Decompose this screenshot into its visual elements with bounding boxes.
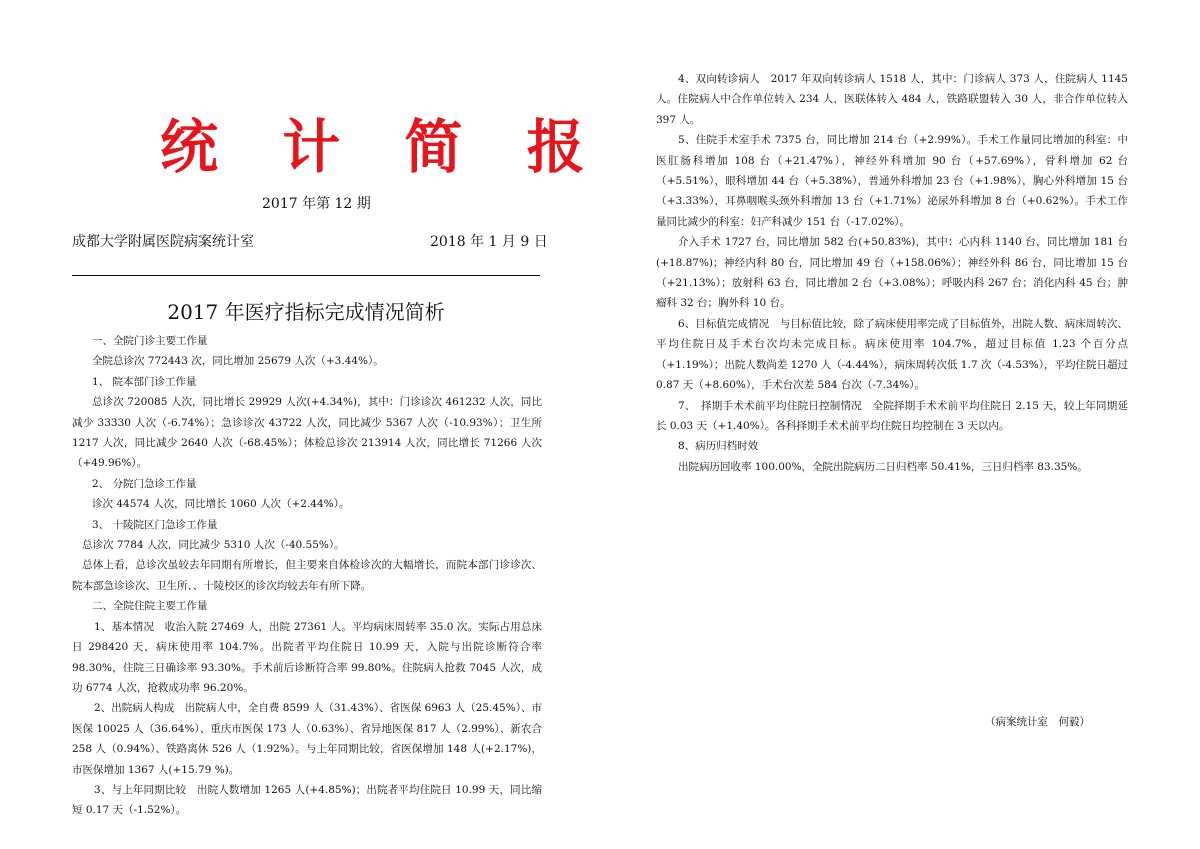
right-column bbox=[656, 69, 1128, 477]
paragraph: 诊次 44574 人次，同比增长 1060 人次（+2.44%）。 bbox=[92, 498, 350, 511]
paragraph: 全院总诊次 772443 次，同比增加 25679 人次（+3.44%）。 bbox=[92, 355, 384, 368]
paragraph: 4、双向转诊病人 2017 年双向转诊病人 1518 人，其中：门诊病人 373 人，住院病人 1145 人。住院病人中合作单位转入 234 人，医联体转入 484 人，铁路联盟转入 30 人，非合作单位转入 397 人。 bbox=[656, 73, 1128, 126]
paragraph: 介入手术 1727 台，同比增加 582 台(+50.83%)，其中：心内科 1140 台，同比增加 181 台(+18.87%)；神经内科 80 台，同比增加 49 台（+158.06%）；神经外科 86 台，同比增加 15 台（+21.13%）；放射科 63 台，同比增加 2 台（+3.08%）；呼吸内科 267 台；消化内科 45 台；肿瘤科 32 台；胸外科 10 台。 bbox=[656, 236, 1128, 310]
paragraph: 5、住院手术室手术 7375 台，同比增加 214 台（+2.99%）。手术工作量同比增加的科室：中医肛肠科增加 108 台（+21.47%），神经外科增加 90 台（+57.69%），骨科增加 62 台（+5.51%），眼科增加 44 台（+5.38%），普通外科增加 23 台（+1.98%），胸心外科增加 15 台（+3.33%），耳鼻咽喉头颈外科增加 13 台（+1.71%）泌尿外科增加 8 台（+0.62%）。手术工作量同比减少的科室：妇产科减少 151 台（-17.02%）。 bbox=[656, 134, 1128, 228]
article-title: 2017 年医疗指标完成情况简析 bbox=[167, 300, 445, 324]
paragraph: 总诊次 7784 人次，同比减少 5310 人次（-40.55%）。 bbox=[82, 539, 345, 552]
paragraph: 6、目标值完成情况 与目标值比较，除了病床使用率完成了目标值外，出院人数、病床周转次、平均住院日及手术台次均未完成目标。病床使用率 104.7%，超过目标值 1.23 个百分点（+1.19%）；出院人数尚差 1270 人（-4.44%），病床周转次低 1.7 次（-4.53%），平均住院日超过 0.87 天（+8.60%），手术台次差 584 台次（-7.34%）。 bbox=[656, 317, 1128, 392]
paragraph: 2、出院病人构成 出院病人中，全自费 8599 人（31.43%）、省医保 6963 人（25.45%）、市医保 10025 人（36.64%）、重庆市医保 173 人（0.63%）、省异地医保 817 人（2.99%）、新农合 258 人（0.94%）、铁路离休 526 人（1.92%）。与上年同期比较，省医保增加 148 人(+2.17%)，市医保增加 1367 人(+15.79 %)。 bbox=[72, 702, 542, 776]
issue-number: 2017 年第 12 期 bbox=[262, 196, 371, 212]
subsection-heading: 8、病历归档时效 bbox=[678, 440, 759, 453]
report-title: 统 计 简 报 bbox=[160, 113, 607, 181]
subsection-heading: 1、 院本部门诊工作量 bbox=[92, 375, 197, 388]
paragraph: 3、与上年同期比较 出院人数增加 1265 人(+4.85%)；出院者平均住院日 10.99 天，同比缩短 0.17 天（-1.52%）。 bbox=[72, 783, 542, 817]
subsection-heading: 3、 十陵院区门急诊工作量 bbox=[92, 518, 218, 531]
subsection-heading: 2、 分院门急诊工作量 bbox=[92, 477, 197, 490]
header-divider bbox=[72, 275, 540, 276]
report-date: 2018 年 1 月 9 日 bbox=[430, 234, 548, 250]
section-heading-inpatient: 二、全院住院主要工作量 bbox=[92, 600, 208, 613]
paragraph: 总体上看，总诊次虽较去年同期有所增长，但主要来自体检诊次的大幅增长，而院本部门诊诊次、院本部急诊诊次、卫生所、、十陵校区的诊次均较去年有所下降。 bbox=[72, 559, 542, 592]
section-heading-outpatient: 一、全院门诊主要工作量 bbox=[92, 335, 208, 347]
paragraph: 总诊次 720085 人次，同比增长 29929 人次(+4.34%)，其中：门诊诊次 461232 人次，同比减少 33330 人次（-6.74%）；急诊诊次 43722 人次，同比减少 5367 人次（-10.93%）；卫生所 1217 人次，同比减少 2640 人次（-68.45%）；体检总诊次 213914 人次，同比增长 71266 人次（+49.96%）。 bbox=[72, 396, 542, 470]
left-column bbox=[72, 331, 542, 821]
paragraph: 7、 择期手术术前平均住院日控制情况 全院择期手术术前平均住院日 2.15 天，较上年同期延长 0.03 天（+1.40%）。各科择期手术术前平均住院日均控制在 3 天以内。 bbox=[656, 399, 1128, 432]
signature: （病案统计室 何毅） bbox=[985, 716, 1090, 728]
paragraph: 1、基本情况 收治入院 27469 人，出院 27361 人。平均病床周转率 35.0 次。实际占用总床日 298420 天，病床使用率 104.7%。出院者平均住院日 10.99 天，入院与出院诊断符合率 98.30%，住院三日确诊率 93.30%。手术前后诊断符合率 99.80%。住院病人抢救 7045 人次，成功 6774 人次，抢救成功率 96.20%。 bbox=[72, 620, 542, 694]
organization-name: 成都大学附属医院病案统计室 bbox=[72, 234, 254, 250]
paragraph: 出院病历回收率 100.00%，全院出院病历二日归档率 50.41%，三日归档率 83.35%。 bbox=[678, 460, 1088, 473]
